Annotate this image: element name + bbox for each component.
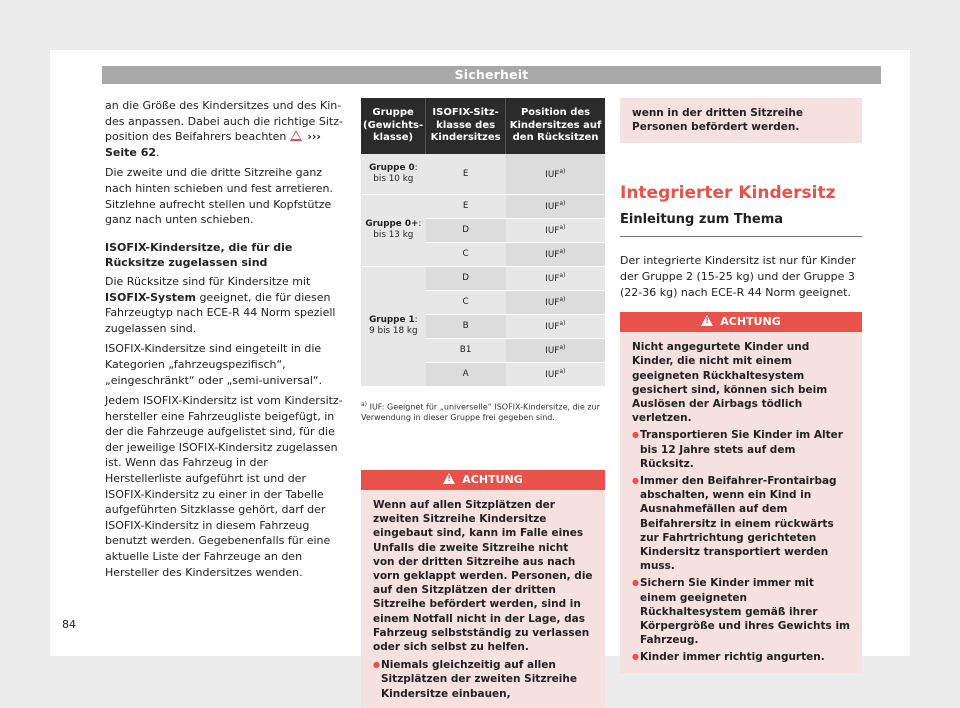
footnote-ref: a) bbox=[559, 320, 566, 328]
position-value: IUF bbox=[545, 169, 560, 180]
group-weight: 9 bis 18 kg bbox=[369, 326, 418, 336]
warning-bullet: ● Immer den Beifahrer-Frontairbag abschalten, wenn ein Kind in Ausnahmefällen auf dem Beifahrersitz in einem rückwärts zur Fahrtrichtung gerichteten Kindersitz transportiert werden muss. bbox=[632, 474, 850, 573]
warning-icon bbox=[290, 130, 302, 141]
bold-text: ISOFIX-System bbox=[105, 290, 196, 304]
warning-box-right bbox=[620, 312, 862, 672]
page-reference-link[interactable]: ››› Seite 62 bbox=[105, 130, 321, 159]
text: . bbox=[156, 145, 160, 159]
position-value: IUF bbox=[545, 369, 560, 380]
page-number: 84 bbox=[62, 618, 76, 631]
class-cell: A bbox=[426, 362, 506, 386]
group-weight: bis 13 kg bbox=[373, 230, 414, 240]
warning-box-body bbox=[620, 332, 862, 672]
class-cell: D bbox=[426, 266, 506, 290]
table-header-row bbox=[361, 98, 605, 154]
warning-continuation: wenn in der dritten Sitzreihe Personen befördert werden. bbox=[620, 98, 862, 143]
right-column bbox=[620, 98, 862, 673]
footnote-ref: a) bbox=[559, 296, 566, 304]
paragraph-seats: Die zweite und die dritte Sitzreihe ganz nach hinten schieben und fest arretieren. Sitzlehne aufrecht stellen und Kopfstütze ganz nach unten schieben. bbox=[105, 166, 333, 227]
warning-label: ACHTUNG bbox=[462, 473, 523, 486]
warning-text: Nicht angegurtete Kinder und Kinder, die nicht mit einem geeigneten Rückhaltesystem gesichert sind, können sich beim Auslösen der Airbags tödlich verletzen. bbox=[632, 341, 828, 425]
text: an die Größe des Kindersitzes und des Kindes anpassen. Dabei auch die richtige Sitzposition des Beifahrers beachten bbox=[105, 99, 343, 144]
position-cell bbox=[506, 266, 605, 290]
class-cell: E bbox=[426, 194, 506, 218]
group-name: Gruppe 1 bbox=[369, 315, 415, 325]
position-cell bbox=[506, 218, 605, 242]
footnote-ref: a) bbox=[559, 272, 566, 280]
position-cell bbox=[506, 338, 605, 362]
footnote-ref: a) bbox=[559, 248, 566, 256]
position-value: IUF bbox=[545, 345, 560, 356]
footnote-text: IUF: Geeignet für „universelle“ ISOFIX-Kindersitze, die zur Verwendung in dieser Gruppe frei gegeben sind. bbox=[361, 402, 600, 423]
page-header: Sicherheit bbox=[102, 66, 881, 84]
position-cell bbox=[506, 194, 605, 218]
group-cell: Gruppe 0: bis 10 kg bbox=[361, 154, 426, 194]
table-header-cell: Gruppe (Gewichtsklasse) bbox=[361, 98, 426, 154]
class-cell: C bbox=[426, 242, 506, 266]
text: geeignet, die für diesen Fahrzeugtyp nach ECE-R 44 Norm speziell zugelassen sind. bbox=[105, 290, 336, 335]
position-value: IUF bbox=[545, 321, 560, 332]
class-cell: D bbox=[426, 218, 506, 242]
group-name: Gruppe 0+ bbox=[365, 219, 419, 229]
class-cell: B1 bbox=[426, 338, 506, 362]
text: Die Rücksitze sind für Kindersitze mit bbox=[105, 274, 311, 288]
position-cell bbox=[506, 242, 605, 266]
isofix-table bbox=[361, 98, 605, 387]
isofix-heading: ISOFIX-Kindersitze, die für die Rücksitze zugelassen sind bbox=[105, 240, 293, 270]
warning-box-mid bbox=[361, 470, 605, 708]
group-weight: bis 10 kg bbox=[373, 173, 414, 184]
warning-icon bbox=[443, 473, 455, 484]
warning-icon bbox=[701, 315, 713, 326]
warning-bullet: ● Niemals gleichzeitig auf allen Sitzplätzen der zweiten Sitzreihe Kindersitze einbauen, bbox=[373, 658, 593, 701]
paragraph-isofix bbox=[105, 274, 343, 336]
warning-label: ACHTUNG bbox=[720, 315, 781, 329]
group-name: Gruppe 0 bbox=[369, 162, 415, 173]
section-title: Integrierter Kindersitz bbox=[620, 183, 836, 204]
position-cell bbox=[506, 314, 605, 338]
warning-box-body bbox=[361, 490, 605, 708]
position-value: IUF bbox=[545, 273, 560, 284]
footnote-ref: a) bbox=[559, 167, 566, 175]
table-row bbox=[361, 154, 605, 194]
footnote-ref: a) bbox=[559, 224, 566, 232]
footnote-ref: a) bbox=[559, 200, 566, 208]
middle-column bbox=[361, 98, 605, 423]
position-cell bbox=[506, 154, 605, 194]
warning-bullet: ● Sichern Sie Kinder immer mit einem geeigneten Rückhaltesystem gemäß ihrer Körpergröße und ihres Gewichts im Fahrzeug. bbox=[632, 576, 850, 647]
footnote-ref: a) bbox=[559, 344, 566, 352]
footnote-ref: a) bbox=[559, 368, 566, 376]
warning-bullet: ● Transportieren Sie Kinder im Alter bis 12 Jahre stets auf dem Rücksitz. bbox=[632, 428, 850, 471]
paragraph-categories: ISOFIX-Kindersitze sind eingeteilt in die Kategorien „fahrzeugspezifisch“, „eingeschränkt“ oder „semi-universal“. bbox=[105, 342, 323, 387]
position-value: IUF bbox=[545, 201, 560, 212]
group-cell: Gruppe 0+: bis 13 kg bbox=[361, 194, 426, 266]
class-cell: B bbox=[426, 314, 506, 338]
warning-text: Wenn auf allen Sitzplätzen der zweiten Sitzreihe Kindersitze eingebaut sind, kann im Falle eines Unfalls die zweite Sitzreihe nicht von der dritten Sitzreihe aus nach vorn geklappt werden. Personen, die auf den Sitzplätzen der dritten Sitzreihe befördert werden, sind in einem Notfall nicht in der Lage, das Fahrzeug selbstständig zu verlassen oder sich selbst zu helfen. bbox=[373, 499, 593, 654]
table-row bbox=[361, 266, 605, 290]
footnote-mark: a) bbox=[361, 400, 368, 408]
table-header-cell: ISOFIX-Sitzklasse des Kindersitzes bbox=[426, 98, 506, 154]
page bbox=[50, 50, 910, 700]
table-row bbox=[361, 194, 605, 218]
class-cell: C bbox=[426, 290, 506, 314]
section-subtitle: Einleitung zum Thema bbox=[620, 211, 862, 237]
position-cell bbox=[506, 290, 605, 314]
warning-bullet: ● Kinder immer richtig angurten. bbox=[632, 650, 850, 664]
class-cell: E bbox=[426, 154, 506, 194]
warning-box-header bbox=[361, 470, 605, 490]
warning-box-header bbox=[620, 312, 862, 332]
position-value: IUF bbox=[545, 225, 560, 236]
section-intro: Der integrierte Kindersitz ist nur für Kinder der Gruppe 2 (15-25 kg) und der Gruppe 3 (22-36 kg) nach ECE-R 44 Norm geeignet. bbox=[620, 254, 856, 299]
paragraph-vehicle-list: Jedem ISOFIX-Kindersitz ist vom Kindersitzhersteller eine Fahrzeugliste beigefügt, in der die Fahrzeuge aufgelistet sind, für die der jeweilige ISOFIX-Kindersitz zugelassen ist. Wenn das Fahrzeug in der Herstellerliste aufgeführt ist und der ISOFIX-Kindersitz zu einer in der Tabelle aufgeführten Sitzklasse gehört, darf der ISOFIX-Kindersitz in diesem Fahrzeug benutzt werden. Gegebenenfalls für eine aktuelle Liste der Fahrzeuge an den Hersteller des Kindersitzes wenden. bbox=[105, 394, 343, 579]
position-value: IUF bbox=[545, 249, 560, 260]
table-header-cell: Position des Kindersitzes auf den Rücksitzen bbox=[506, 98, 605, 154]
position-value: IUF bbox=[545, 297, 560, 308]
table-footnote bbox=[361, 399, 605, 424]
paragraph-intro bbox=[105, 98, 343, 160]
group-cell: Gruppe 1: 9 bis 18 kg bbox=[361, 266, 426, 386]
left-column bbox=[105, 98, 343, 585]
position-cell bbox=[506, 362, 605, 386]
